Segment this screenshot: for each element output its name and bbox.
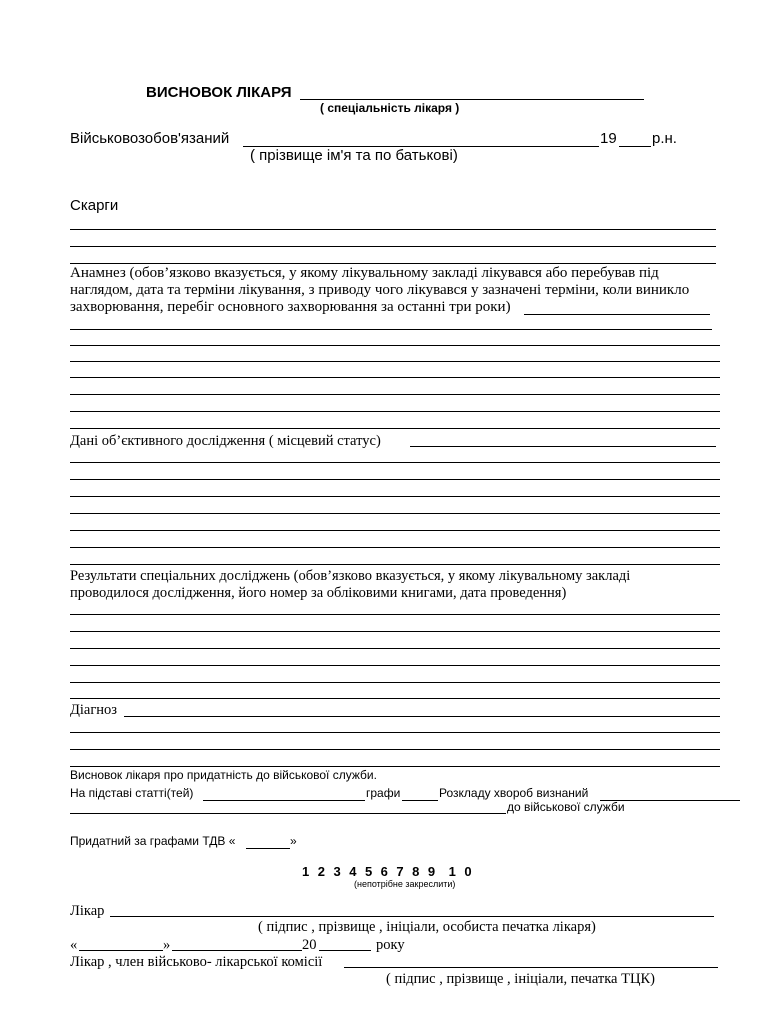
graph-number[interactable]: 1 <box>448 864 457 879</box>
graph-number[interactable]: 8 <box>412 864 420 879</box>
anamnesis-text-line-1: Анамнез (обов’язково вказується, у якому лікувальному закладі лікувався або перебував під <box>70 265 659 281</box>
date-day-field-line[interactable] <box>79 950 163 951</box>
conscript-name-caption: ( прізвище ім'я та по батькові) <box>250 147 458 164</box>
schedule-label: Розкладу хвороб визнаний <box>439 786 589 800</box>
graph-field-line[interactable] <box>402 800 438 801</box>
diagnosis-line-2[interactable] <box>70 749 720 750</box>
fit-graphs-label: Придатний за графами ТДВ « <box>70 834 236 848</box>
objective-line-1[interactable] <box>70 462 720 463</box>
anamnesis-text-line-3: захворювання, перебіг основного захворювання за останні три роки) <box>70 299 511 315</box>
doctor-caption: ( підпис , прізвище , ініціали, особиста печатка лікаря) <box>258 919 596 935</box>
objective-label: Дані об’єктивного дослідження ( місцевий статус) <box>70 433 381 449</box>
doctor-label: Лікар <box>70 903 105 919</box>
objective-line-7[interactable] <box>70 564 720 565</box>
complaints-line-1[interactable] <box>70 229 716 230</box>
commission-label: Лікар , член військово- лікарської комісії <box>70 954 323 970</box>
anamnesis-line-7[interactable] <box>70 428 720 429</box>
complaints-line-2[interactable] <box>70 246 716 247</box>
birth-year-suffix: р.н. <box>652 130 677 147</box>
diagnosis-line-1[interactable] <box>70 732 720 733</box>
special-studies-line-6[interactable] <box>70 698 720 699</box>
graph-number[interactable]: 0 <box>464 864 473 879</box>
objective-line-2[interactable] <box>70 479 720 480</box>
objective-line-3[interactable] <box>70 496 720 497</box>
graph-note: (непотрібне закреслити) <box>354 879 456 889</box>
special-studies-line-4[interactable] <box>70 665 720 666</box>
commission-caption: ( підпис , прізвище , ініціали, печатка ТЦК) <box>386 971 655 987</box>
anamnesis-line-2[interactable] <box>70 345 720 346</box>
objective-line-5[interactable] <box>70 530 720 531</box>
fit-graphs-close-quote: » <box>290 834 297 848</box>
commission-signature-line[interactable] <box>344 967 718 968</box>
birth-year-field-line[interactable] <box>619 146 651 147</box>
date-year-field-line[interactable] <box>319 950 371 951</box>
anamnesis-line-1[interactable] <box>70 329 712 330</box>
anamnesis-line-4[interactable] <box>70 377 720 378</box>
doctor-signature-line[interactable] <box>110 916 714 917</box>
complaints-label: Скарги <box>70 197 119 214</box>
graph-number[interactable]: 5 <box>364 864 373 879</box>
special-studies-text-line-2: проводилося дослідження, його номер за обліковими книгами, дата проведення) <box>70 585 567 601</box>
basis-prefix: На підставі статті(тей) <box>70 786 194 800</box>
graph-number[interactable]: 2 <box>317 864 326 879</box>
diagnosis-inline-field[interactable] <box>124 716 720 717</box>
service-suffix: до військової служби <box>507 800 625 814</box>
specialty-caption: ( спеціальність лікаря ) <box>320 101 460 115</box>
graph-number[interactable]: 1 <box>302 864 310 879</box>
anamnesis-line-3[interactable] <box>70 361 720 362</box>
graph-numbers <box>302 864 480 879</box>
document-title: ВИСНОВОК ЛІКАРЯ <box>146 84 292 101</box>
fit-graphs-field-line[interactable] <box>246 848 290 849</box>
conscript-label: Військовозобов'язаний <box>70 130 230 147</box>
date-close-quote: » <box>163 937 171 953</box>
specialty-field-line[interactable] <box>300 99 644 100</box>
service-field-line[interactable] <box>70 813 506 814</box>
graph-label: графи <box>366 786 401 800</box>
date-open-quote: « <box>70 937 78 953</box>
objective-inline-field[interactable] <box>410 446 716 447</box>
graph-number[interactable]: 6 <box>380 864 389 879</box>
conclusion-heading: Висновок лікаря про придатність до військової служби. <box>70 768 377 782</box>
anamnesis-line-5[interactable] <box>70 394 720 395</box>
graph-number[interactable]: 3 <box>333 864 342 879</box>
special-studies-line-2[interactable] <box>70 631 720 632</box>
special-studies-line-3[interactable] <box>70 648 720 649</box>
special-studies-line-5[interactable] <box>70 682 720 683</box>
date-month-field-line[interactable] <box>172 950 302 951</box>
anamnesis-inline-field[interactable] <box>524 314 710 315</box>
diagnosis-line-3[interactable] <box>70 766 720 767</box>
date-year-prefix: 20 <box>302 937 317 953</box>
birth-year-prefix: 19 <box>600 130 617 147</box>
anamnesis-text-line-2: наглядом, дата та терміни лікування, з приводу чого лікувався у зазначені терміни, коли виникло <box>70 282 690 298</box>
article-field-line[interactable] <box>203 800 365 801</box>
date-year-suffix: року <box>376 937 405 953</box>
graph-number[interactable]: 7 <box>396 864 405 879</box>
graph-number[interactable]: 9 <box>427 864 436 879</box>
objective-line-4[interactable] <box>70 513 720 514</box>
special-studies-line-1[interactable] <box>70 614 720 615</box>
graph-number[interactable]: 4 <box>349 864 357 879</box>
special-studies-text-line-1: Результати спеціальних досліджень (обов’язково вказується, у якому лікувальному закладі <box>70 568 631 584</box>
objective-line-6[interactable] <box>70 547 720 548</box>
anamnesis-line-6[interactable] <box>70 411 720 412</box>
diagnosis-label: Діагноз <box>70 702 118 718</box>
